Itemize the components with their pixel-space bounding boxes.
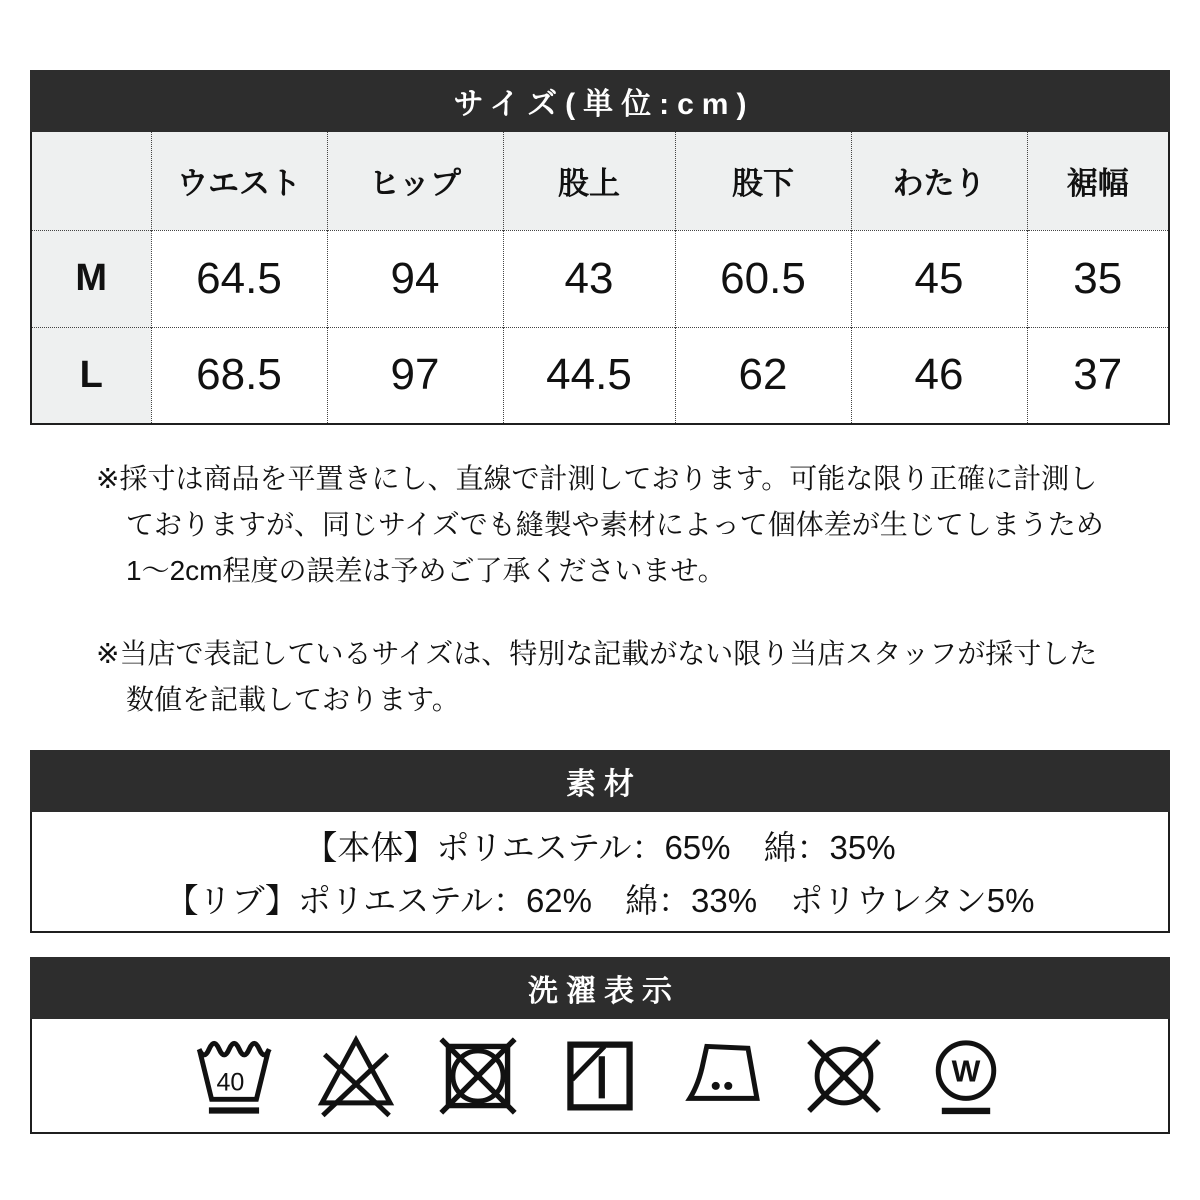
size-row-m xyxy=(31,230,1169,327)
material-line-rib: 【リブ】ポリエステル：62% 綿：33% ポリウレタン5% xyxy=(165,881,1035,919)
material-section-title: 素材 xyxy=(30,750,1170,812)
column-header-thigh: わたり xyxy=(851,132,1027,230)
material-body xyxy=(30,812,1170,933)
note-line: ておりますが、同じサイズでも縫製や素材によって個体差が生じてしまうため xyxy=(126,509,1104,540)
size-value: 45 xyxy=(851,230,1027,327)
size-table-header-row xyxy=(31,132,1169,230)
note-line: 数値を記載しております。 xyxy=(126,684,460,715)
staff-measured-note xyxy=(30,631,1170,723)
size-value: 37 xyxy=(1027,327,1169,424)
no-tumble-dry-icon xyxy=(435,1033,521,1119)
column-header-inseam: 股下 xyxy=(675,132,851,230)
column-header-waist: ウエスト xyxy=(151,132,327,230)
size-value: 97 xyxy=(327,327,503,424)
no-dry-clean-icon xyxy=(801,1033,887,1119)
material-section xyxy=(30,750,1170,933)
measurement-note xyxy=(30,456,1170,594)
size-label-l: L xyxy=(31,327,151,424)
note-line: 1〜2cm程度の誤差は予めご了承くださいませ。 xyxy=(126,555,726,586)
size-section-title: サイズ(単位:cm) xyxy=(30,70,1170,132)
column-header-hip: ヒップ xyxy=(327,132,503,230)
size-label-m: M xyxy=(31,230,151,327)
size-value: 43 xyxy=(503,230,675,327)
iron-medium-icon xyxy=(679,1033,765,1119)
size-value: 35 xyxy=(1027,230,1169,327)
column-header-rise: 股上 xyxy=(503,132,675,230)
size-value: 94 xyxy=(327,230,503,327)
wet-clean-icon xyxy=(923,1033,1009,1119)
material-line-body: 【本体】ポリエステル：65% 綿：35% xyxy=(304,828,896,866)
wash-40-icon xyxy=(191,1033,277,1119)
size-value: 62 xyxy=(675,327,851,424)
note-line: ※採寸は商品を平置きにし、直線で計測しております。可能な限り正確に計測し xyxy=(96,463,1098,494)
size-section xyxy=(30,70,1170,425)
line-dry-shade-icon xyxy=(557,1033,643,1119)
laundry-section xyxy=(30,957,1170,1134)
laundry-section-title: 洗濯表示 xyxy=(30,957,1170,1019)
size-value: 68.5 xyxy=(151,327,327,424)
size-value: 46 xyxy=(851,327,1027,424)
column-header-hem: 裾幅 xyxy=(1027,132,1169,230)
laundry-icons-row xyxy=(30,1019,1170,1134)
corner-cell xyxy=(31,132,151,230)
no-bleach-icon xyxy=(313,1033,399,1119)
size-value: 64.5 xyxy=(151,230,327,327)
size-table xyxy=(30,132,1170,425)
note-line: ※当店で表記しているサイズは、特別な記載がない限り当店スタッフが採寸した xyxy=(96,638,1098,669)
size-value: 60.5 xyxy=(675,230,851,327)
size-row-l xyxy=(31,327,1169,424)
svg-text:W: W xyxy=(951,1053,981,1088)
svg-text:40: 40 xyxy=(216,1067,245,1096)
size-value: 44.5 xyxy=(503,327,675,424)
